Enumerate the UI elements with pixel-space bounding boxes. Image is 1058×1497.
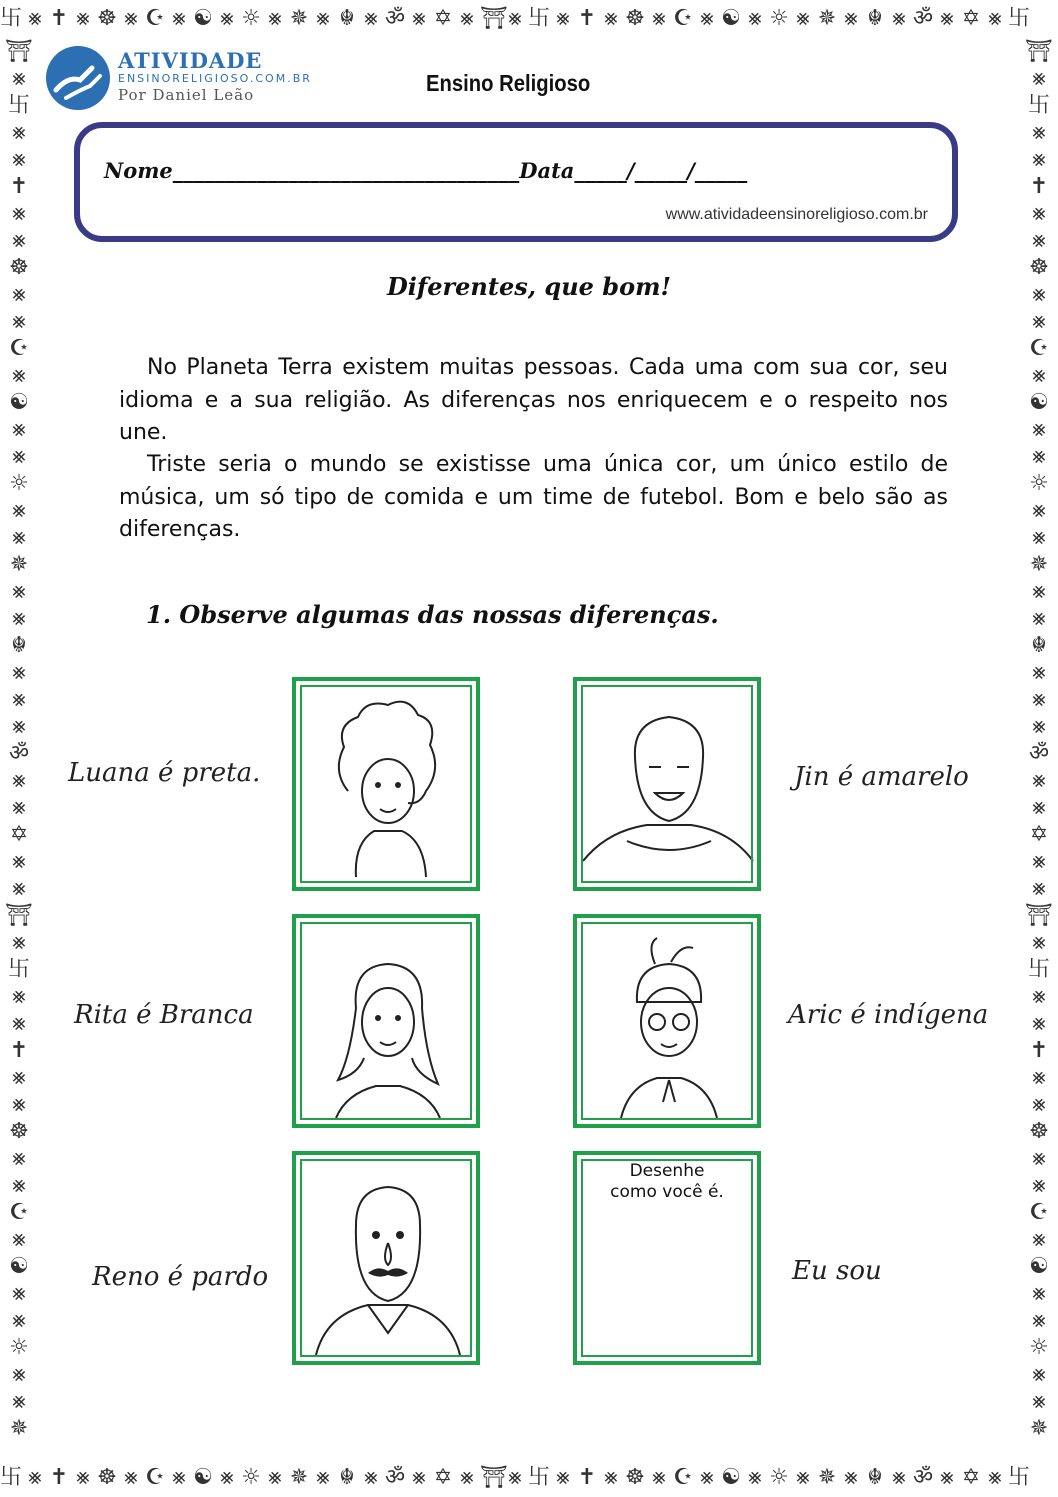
zigzag-icon: ⨳ <box>892 6 908 31</box>
zigzag-icon: ⨳ <box>12 1227 26 1252</box>
portrait-frame-aric <box>573 914 761 1128</box>
zigzag-icon: ⨳ <box>12 1146 26 1171</box>
cross-icon: ✝ <box>9 174 29 199</box>
khanda-icon: ☬ <box>867 1465 885 1490</box>
zigzag-icon: ⨳ <box>364 6 380 31</box>
zigzag-icon: ⨳ <box>1032 147 1046 172</box>
zigzag-icon: ⨳ <box>1032 498 1046 523</box>
zigzag-icon: ⨳ <box>220 1465 236 1490</box>
paragraph-1: No Planeta Terra existem muitas pessoas. Cada uma com sua cor, seu idioma e a sua religião. As diferenças nos enriquecem e o respeito nos une. <box>119 355 948 445</box>
baha-star-icon: ✵ <box>817 6 839 31</box>
zigzag-icon: ⨳ <box>1032 795 1046 820</box>
zigzag-icon: ⨳ <box>1032 1146 1046 1171</box>
yin-yang-icon: ☯ <box>193 1465 215 1490</box>
yin-yang-icon: ☯ <box>9 390 29 415</box>
jin-illustration <box>577 681 757 887</box>
zigzag-icon: ⨳ <box>12 201 26 226</box>
zigzag-icon: ⨳ <box>1032 606 1046 631</box>
draw-prompt-line-2: como você é. <box>610 1182 724 1202</box>
caption-luana: Luana é preta. <box>68 758 261 788</box>
zigzag-icon: ⨳ <box>652 1465 668 1490</box>
zigzag-icon: ⨳ <box>412 6 428 31</box>
sun-icon: ☼ <box>241 1465 263 1490</box>
zigzag-icon: ⨳ <box>12 849 26 874</box>
zigzag-icon: ⨳ <box>1032 120 1046 145</box>
caption-eu-sou: Eu sou <box>792 1256 882 1286</box>
yin-yang-icon: ☯ <box>721 1465 743 1490</box>
subject-heading: Ensino Religioso <box>426 70 591 96</box>
zigzag-icon: ⨳ <box>12 795 26 820</box>
zigzag-icon: ⨳ <box>508 1465 524 1490</box>
zigzag-icon: ⨳ <box>844 1465 860 1490</box>
zigzag-icon: ⨳ <box>12 876 26 901</box>
zigzag-icon: ⨳ <box>12 606 26 631</box>
zigzag-icon: ⨳ <box>1032 66 1046 91</box>
zigzag-icon: ⨳ <box>316 6 332 31</box>
star-crescent-icon: ☪ <box>1029 336 1049 361</box>
swastika-icon: 卐 <box>7 957 30 982</box>
swastika-icon: 卐 <box>528 1465 553 1490</box>
zigzag-icon: ⨳ <box>1032 714 1046 739</box>
star-of-david-icon: ✡ <box>433 1465 455 1490</box>
cross-icon: ✝ <box>577 1465 599 1490</box>
rita-illustration <box>296 918 476 1124</box>
zigzag-icon: ⨳ <box>12 498 26 523</box>
zigzag-icon: ⨳ <box>604 6 620 31</box>
zigzag-icon: ⨳ <box>652 6 668 31</box>
om-icon: ॐ <box>912 1465 936 1490</box>
sun-icon: ☼ <box>9 1335 29 1360</box>
zigzag-icon: ⨳ <box>12 579 26 604</box>
page-title: Diferentes, que bom! <box>386 272 672 301</box>
zigzag-icon: ⨳ <box>28 6 44 31</box>
zigzag-icon: ⨳ <box>12 1011 26 1036</box>
star-crescent-icon: ☪ <box>9 1200 29 1225</box>
portrait-frame-luana <box>292 677 480 891</box>
zigzag-icon: ⨳ <box>1032 687 1046 712</box>
zigzag-icon: ⨳ <box>12 444 26 469</box>
zigzag-icon: ⨳ <box>12 228 26 253</box>
zigzag-icon: ⨳ <box>748 1465 764 1490</box>
zigzag-icon: ⨳ <box>12 1281 26 1306</box>
star-of-david-icon: ✡ <box>433 6 455 31</box>
zigzag-icon: ⨳ <box>12 1173 26 1198</box>
logo-url: ENSINORELIGIOSO.COM.BR <box>118 72 312 85</box>
luana-illustration <box>296 681 476 887</box>
zigzag-icon: ⨳ <box>12 1308 26 1333</box>
zigzag-icon: ⨳ <box>1032 660 1046 685</box>
sun-icon: ☼ <box>9 471 29 496</box>
zigzag-icon: ⨳ <box>1032 930 1046 955</box>
om-icon: ॐ <box>384 6 408 31</box>
zigzag-icon: ⨳ <box>604 1465 620 1490</box>
zigzag-icon: ⨳ <box>316 1465 332 1490</box>
zigzag-icon: ⨳ <box>12 120 26 145</box>
zigzag-icon: ⨳ <box>1032 1173 1046 1198</box>
question-1: 1. Observe algumas das nossas diferenças. <box>146 600 719 629</box>
decorative-border-right <box>1020 38 1058 1459</box>
zigzag-icon: ⨳ <box>1032 1011 1046 1036</box>
zigzag-icon: ⨳ <box>892 1465 908 1490</box>
star-of-david-icon: ✡ <box>961 1465 983 1490</box>
zigzag-icon: ⨳ <box>220 6 236 31</box>
zigzag-icon: ⨳ <box>700 1465 716 1490</box>
zigzag-icon: ⨳ <box>988 6 1004 31</box>
baha-star-icon: ✵ <box>289 1465 311 1490</box>
dharma-wheel-icon: ☸ <box>1029 1119 1049 1144</box>
zigzag-icon: ⨳ <box>12 930 26 955</box>
logo-title: ATIVIDADE <box>118 48 263 73</box>
zigzag-icon: ⨳ <box>1032 309 1046 334</box>
zigzag-icon: ⨳ <box>12 687 26 712</box>
zigzag-icon: ⨳ <box>12 660 26 685</box>
zigzag-icon: ⨳ <box>12 984 26 1009</box>
draw-prompt-line-1: Desenhe <box>629 1161 705 1181</box>
zigzag-icon: ⨳ <box>796 6 812 31</box>
portrait-frame-rita <box>292 914 480 1128</box>
zigzag-icon: ⨳ <box>12 714 26 739</box>
yin-yang-icon: ☯ <box>1029 1254 1049 1279</box>
star-of-david-icon: ✡ <box>961 6 983 31</box>
caption-reno: Reno é pardo <box>92 1262 269 1292</box>
star-of-david-icon: ✡ <box>9 822 29 847</box>
portrait-frame-jin <box>573 677 761 891</box>
caption-rita: Rita é Branca <box>74 1000 254 1030</box>
zigzag-icon: ⨳ <box>1032 1362 1046 1387</box>
zigzag-icon: ⨳ <box>1032 1092 1046 1117</box>
paragraph-2: Triste seria o mundo se existisse uma única cor, um único estilo de música, um só tipo de comida e um time de futebol. Bom e belo são as diferenças. <box>119 452 948 542</box>
zigzag-icon: ⨳ <box>172 6 188 31</box>
zigzag-icon: ⨳ <box>460 6 476 31</box>
star-crescent-icon: ☪ <box>1029 1200 1049 1225</box>
star-crescent-icon: ☪ <box>673 1465 695 1490</box>
yin-yang-icon: ☯ <box>193 6 215 31</box>
dharma-wheel-icon: ☸ <box>625 1465 647 1490</box>
cross-icon: ✝ <box>49 1465 71 1490</box>
torii-icon: ⛩ <box>5 39 33 64</box>
star-crescent-icon: ☪ <box>9 336 29 361</box>
sun-icon: ☼ <box>1029 471 1049 496</box>
cross-icon: ✝ <box>49 6 71 31</box>
site-url: www.atividadeensinoreligioso.com.br <box>665 206 928 223</box>
zigzag-icon: ⨳ <box>844 6 860 31</box>
torii-icon: ⛩ <box>480 6 510 31</box>
zigzag-icon: ⨳ <box>1032 444 1046 469</box>
khanda-icon: ☬ <box>339 1465 357 1490</box>
draw-yourself-frame[interactable] <box>573 1151 761 1365</box>
cross-icon: ✝ <box>577 6 599 31</box>
decorative-border-bottom <box>0 1459 1058 1497</box>
zigzag-icon: ⨳ <box>364 1465 380 1490</box>
star-crescent-icon: ☪ <box>145 1465 167 1490</box>
portrait-frame-reno <box>292 1151 480 1365</box>
zigzag-icon: ⨳ <box>700 6 716 31</box>
zigzag-icon: ⨳ <box>12 1092 26 1117</box>
zigzag-icon: ⨳ <box>1032 1227 1046 1252</box>
caption-jin: Jin é amarelo <box>794 762 969 792</box>
zigzag-icon: ⨳ <box>76 1465 92 1490</box>
swastika-icon: 卐 <box>7 93 30 118</box>
torii-icon: ⛩ <box>5 903 33 928</box>
baha-star-icon: ✵ <box>289 6 311 31</box>
swastika-icon: 卐 <box>0 1465 25 1490</box>
star-crescent-icon: ☪ <box>145 6 167 31</box>
swastika-icon: 卐 <box>1008 6 1033 31</box>
baha-star-icon: ✵ <box>9 552 29 577</box>
baha-star-icon: ✵ <box>1029 1416 1049 1441</box>
name-date-line[interactable]: Nome_________________________________Data_____/_____/_____ <box>104 158 748 183</box>
zigzag-icon: ⨳ <box>1032 201 1046 226</box>
swastika-icon: 卐 <box>1027 957 1050 982</box>
zigzag-icon: ⨳ <box>940 6 956 31</box>
khanda-icon: ☬ <box>1031 633 1047 658</box>
zigzag-icon: ⨳ <box>1032 876 1046 901</box>
zigzag-icon: ⨳ <box>268 1465 284 1490</box>
aric-illustration <box>577 918 757 1124</box>
zigzag-icon: ⨳ <box>412 1465 428 1490</box>
swastika-icon: 卐 <box>528 6 553 31</box>
dharma-wheel-icon: ☸ <box>97 1465 119 1490</box>
om-icon: ॐ <box>1028 741 1050 766</box>
zigzag-icon: ⨳ <box>460 1465 476 1490</box>
zigzag-icon: ⨳ <box>508 6 524 31</box>
zigzag-icon: ⨳ <box>12 66 26 91</box>
site-logo <box>46 44 346 110</box>
yin-yang-icon: ☯ <box>9 1254 29 1279</box>
cross-icon: ✝ <box>9 1038 29 1063</box>
caption-aric: Aric é indígena <box>788 1000 989 1030</box>
sun-icon: ☼ <box>769 6 791 31</box>
logo-author: Por Daniel Leão <box>118 86 255 104</box>
dharma-wheel-icon: ☸ <box>9 1119 29 1144</box>
zigzag-icon: ⨳ <box>1032 1281 1046 1306</box>
draw-prompt <box>577 1161 757 1203</box>
hands-logo-icon <box>46 46 110 110</box>
zigzag-icon: ⨳ <box>1032 228 1046 253</box>
sun-icon: ☼ <box>769 1465 791 1490</box>
sun-icon: ☼ <box>241 6 263 31</box>
zigzag-icon: ⨳ <box>12 417 26 442</box>
star-crescent-icon: ☪ <box>673 6 695 31</box>
baha-star-icon: ✵ <box>1029 552 1049 577</box>
dharma-wheel-icon: ☸ <box>625 6 647 31</box>
decorative-border-top <box>0 0 1058 38</box>
decorative-border-left <box>0 38 38 1459</box>
zigzag-icon: ⨳ <box>748 6 764 31</box>
cross-icon: ✝ <box>1029 1038 1049 1063</box>
torii-icon: ⛩ <box>1025 903 1053 928</box>
zigzag-icon: ⨳ <box>76 6 92 31</box>
zigzag-icon: ⨳ <box>12 1389 26 1414</box>
name-date-box <box>74 122 958 242</box>
zigzag-icon: ⨳ <box>12 309 26 334</box>
zigzag-icon: ⨳ <box>1032 768 1046 793</box>
zigzag-icon: ⨳ <box>124 1465 140 1490</box>
om-icon: ॐ <box>8 741 30 766</box>
dharma-wheel-icon: ☸ <box>9 255 29 280</box>
zigzag-icon: ⨳ <box>988 1465 1004 1490</box>
zigzag-icon: ⨳ <box>1032 849 1046 874</box>
zigzag-icon: ⨳ <box>12 363 26 388</box>
zigzag-icon: ⨳ <box>124 6 140 31</box>
zigzag-icon: ⨳ <box>268 6 284 31</box>
zigzag-icon: ⨳ <box>12 525 26 550</box>
om-icon: ॐ <box>384 1465 408 1490</box>
zigzag-icon: ⨳ <box>28 1465 44 1490</box>
reno-illustration <box>296 1155 476 1361</box>
zigzag-icon: ⨳ <box>1032 525 1046 550</box>
baha-star-icon: ✵ <box>9 1416 29 1441</box>
yin-yang-icon: ☯ <box>721 6 743 31</box>
om-icon: ॐ <box>912 6 936 31</box>
khanda-icon: ☬ <box>11 633 27 658</box>
swastika-icon: 卐 <box>1027 93 1050 118</box>
zigzag-icon: ⨳ <box>1032 1065 1046 1090</box>
dharma-wheel-icon: ☸ <box>1029 255 1049 280</box>
torii-icon: ⛩ <box>1025 39 1053 64</box>
zigzag-icon: ⨳ <box>1032 579 1046 604</box>
star-of-david-icon: ✡ <box>1029 822 1049 847</box>
yin-yang-icon: ☯ <box>1029 390 1049 415</box>
khanda-icon: ☬ <box>867 6 885 31</box>
zigzag-icon: ⨳ <box>796 1465 812 1490</box>
dharma-wheel-icon: ☸ <box>97 6 119 31</box>
baha-star-icon: ✵ <box>817 1465 839 1490</box>
zigzag-icon: ⨳ <box>1032 363 1046 388</box>
zigzag-icon: ⨳ <box>1032 984 1046 1009</box>
zigzag-icon: ⨳ <box>1032 1389 1046 1414</box>
swastika-icon: 卐 <box>1008 1465 1033 1490</box>
zigzag-icon: ⨳ <box>1032 282 1046 307</box>
torii-icon: ⛩ <box>480 1465 510 1490</box>
zigzag-icon: ⨳ <box>1032 1308 1046 1333</box>
zigzag-icon: ⨳ <box>12 147 26 172</box>
cross-icon: ✝ <box>1029 174 1049 199</box>
zigzag-icon: ⨳ <box>556 1465 572 1490</box>
zigzag-icon: ⨳ <box>172 1465 188 1490</box>
zigzag-icon: ⨳ <box>1032 417 1046 442</box>
zigzag-icon: ⨳ <box>940 1465 956 1490</box>
zigzag-icon: ⨳ <box>12 768 26 793</box>
zigzag-icon: ⨳ <box>12 1362 26 1387</box>
zigzag-icon: ⨳ <box>556 6 572 31</box>
sun-icon: ☼ <box>1029 1335 1049 1360</box>
khanda-icon: ☬ <box>339 6 357 31</box>
zigzag-icon: ⨳ <box>12 1065 26 1090</box>
zigzag-icon: ⨳ <box>12 282 26 307</box>
swastika-icon: 卐 <box>0 6 25 31</box>
